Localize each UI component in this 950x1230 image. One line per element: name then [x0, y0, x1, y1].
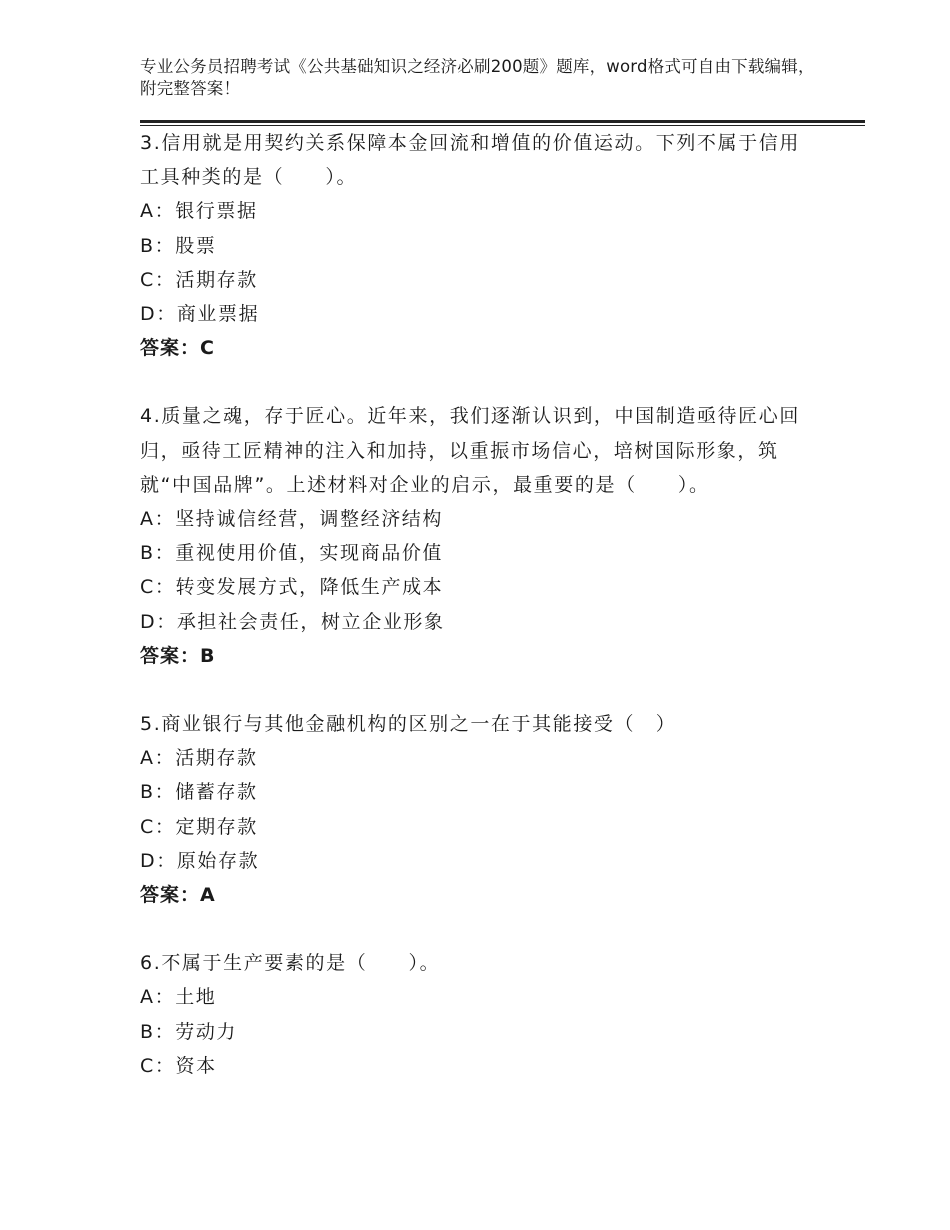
document-header: 专业公务员招聘考试《公共基础知识之经济必刷200题》题库，word格式可自由下载编辑，附完整答案！	[140, 57, 815, 98]
question-text: 4.质量之魂，存于匠心。近年来，我们逐渐认识到，中国制造亟待匠心回归，亟待工匠精神的注入和加持，以重振市场信心，培树国际形象，筑就“中国品牌”。上述材料对企业的启示，最重要的是（ ）。	[140, 405, 800, 496]
question-list	[140, 126, 820, 1083]
option-a: A：活期存款	[140, 747, 258, 770]
option-c: C：转变发展方式，降低生产成本	[140, 576, 444, 599]
option-d: D：商业票据	[140, 303, 260, 326]
answer-label: 答案：B	[140, 644, 216, 667]
option-b: B：股票	[140, 234, 217, 257]
option-c: C：定期存款	[140, 815, 258, 838]
answer-label: 答案：C	[140, 337, 215, 360]
header-divider-thick	[140, 120, 865, 123]
option-a: A：坚持诚信经营，调整经济结构	[140, 508, 443, 531]
question-5	[140, 707, 820, 912]
option-d: D：承担社会责任，树立企业形象	[140, 610, 445, 633]
option-a: A：银行票据	[140, 200, 258, 223]
question-text: 6.不属于生产要素的是（ ）。	[140, 952, 441, 975]
option-d: D：原始存款	[140, 849, 260, 872]
option-b: B：劳动力	[140, 1020, 238, 1043]
question-text: 5.商业银行与其他金融机构的区别之一在于其能接受（ ）	[140, 713, 677, 736]
answer-label: 答案：A	[140, 884, 216, 907]
option-c: C：活期存款	[140, 268, 258, 291]
question-3	[140, 126, 820, 365]
option-b: B：储蓄存款	[140, 781, 258, 804]
option-b: B：重视使用价值，实现商品价值	[140, 542, 444, 565]
question-6	[140, 946, 820, 1083]
question-4	[140, 399, 820, 673]
option-c: C：资本	[140, 1054, 217, 1077]
question-text: 3.信用就是用契约关系保障本金回流和增值的价值运动。下列不属于信用工具种类的是（ ）。	[140, 132, 800, 189]
option-a: A：土地	[140, 986, 217, 1009]
